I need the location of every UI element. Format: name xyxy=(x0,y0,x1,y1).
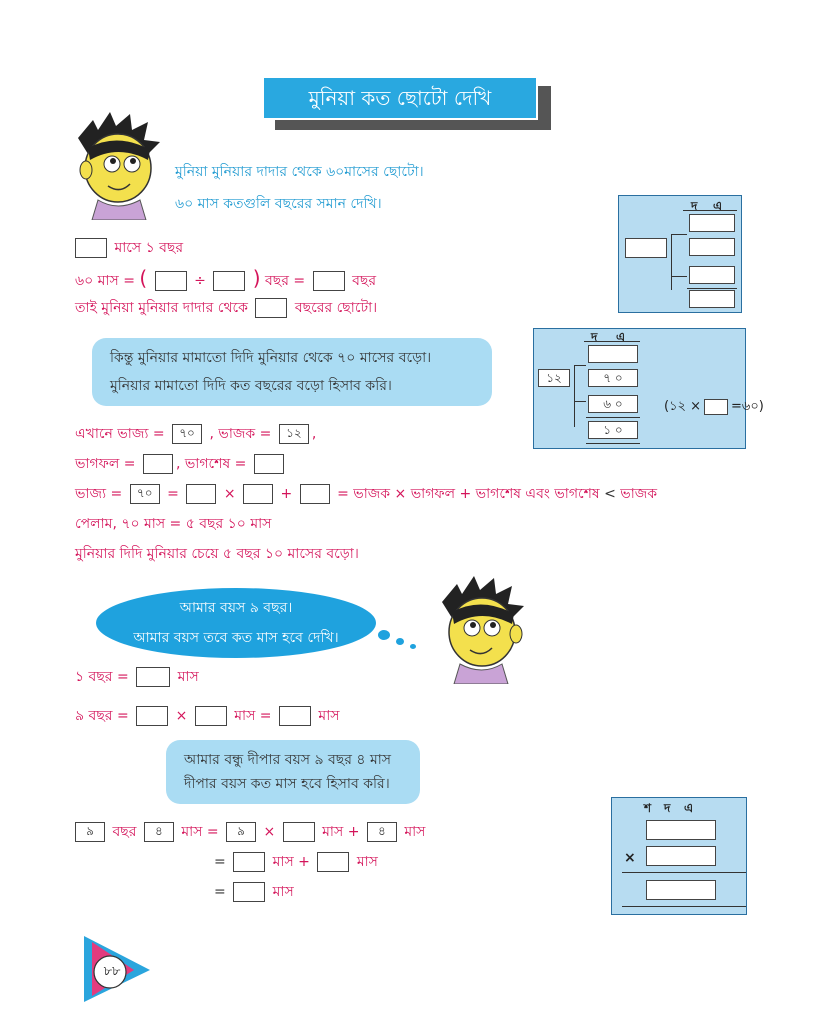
division-relation-line xyxy=(75,482,657,506)
dividend-divisor-line xyxy=(75,422,316,446)
younger-years-box[interactable] xyxy=(255,298,287,318)
panel3-top-box[interactable] xyxy=(646,820,716,840)
months-answer-box[interactable] xyxy=(75,238,107,258)
younger-suffix: বছরের ছোটো। xyxy=(294,300,378,316)
boy-illustration-top xyxy=(68,108,168,220)
dipa-step-2-equals: = xyxy=(214,854,226,870)
panel2-check-prefix: (১২ × xyxy=(664,399,701,414)
conversion-mid: বছর = xyxy=(265,273,306,289)
relation-less-than: < xyxy=(604,486,616,502)
dipa-step-3-line xyxy=(214,880,294,904)
divisor-value: ১২ xyxy=(279,424,309,444)
divisor-comma: , xyxy=(311,426,317,442)
nine-years-label: ৯ বছর = xyxy=(75,708,129,724)
panel2-remainder: ১ ০ xyxy=(588,421,638,439)
divisor-label: , ভাজক = xyxy=(209,426,272,442)
callout-dipa xyxy=(166,740,420,804)
divide-sign: ÷ xyxy=(194,273,206,289)
nine-years-times: × xyxy=(175,708,188,724)
relation-divisor-box[interactable] xyxy=(186,484,216,504)
dipa-years-value-2: ৯ xyxy=(226,822,256,842)
callout-cousin-line-2: মুনিয়ার মামাতো দিদি কত বছরের বড়ো হিসাব করি। xyxy=(110,378,392,394)
years-box[interactable] xyxy=(313,271,345,291)
divisor-box[interactable] xyxy=(213,271,245,291)
dividend-label: এখানে ভাজ্য = xyxy=(75,426,165,442)
dipa-step-2-mid: মাস + xyxy=(272,854,310,870)
callout-cousin-line-1: কিন্তু মুনিয়ার মামাতো দিদি মুনিয়ার থেকে ৭০ মাসের বড়ো। xyxy=(110,350,432,366)
dipa-step-3-box[interactable] xyxy=(233,882,265,902)
panel1-remainder-box[interactable] xyxy=(689,290,735,308)
panel2-check xyxy=(664,397,764,418)
younger-line xyxy=(75,296,377,320)
thought-bubble xyxy=(96,588,376,658)
relation-plus: + xyxy=(280,486,293,502)
panel2-product: ৬ ০ xyxy=(588,395,638,413)
conclusion-line: মুনিয়ার দিদি মুনিয়ার চেয়ে ৫ বছর ১০ মাসের বড়ো। xyxy=(75,546,359,562)
dipa-months-unit: মাস = xyxy=(181,824,219,840)
quotient-remainder-line xyxy=(75,452,287,476)
one-year-label: ১ বছর = xyxy=(75,669,129,685)
relation-end: ভাজক xyxy=(620,486,658,502)
nine-years-box-1[interactable] xyxy=(136,706,168,726)
conversion-line xyxy=(75,266,376,293)
relation-label: ভাজ্য = xyxy=(75,486,123,502)
panel2-quotient-box[interactable] xyxy=(588,345,638,363)
panel2-header-tens: দ xyxy=(591,330,598,344)
quotient-box[interactable] xyxy=(143,454,173,474)
one-year-line xyxy=(75,665,199,689)
dipa-step-3-equals: = xyxy=(214,884,226,900)
dividend-value: ৭০ xyxy=(172,424,202,444)
dipa-step-3-unit: মাস xyxy=(272,884,294,900)
boy-illustration-middle xyxy=(432,572,532,684)
dipa-step-2-unit: মাস xyxy=(356,854,378,870)
nine-years-unit: মাস xyxy=(318,708,340,724)
dipa-step-2-box-1[interactable] xyxy=(233,852,265,872)
one-year-box[interactable] xyxy=(136,667,170,687)
nine-years-box-3[interactable] xyxy=(279,706,311,726)
panel2-dividend: ৭ ০ xyxy=(588,369,638,387)
one-year-unit: মাস xyxy=(177,669,199,685)
dividend-box[interactable] xyxy=(155,271,187,291)
nine-years-box-2[interactable] xyxy=(195,706,227,726)
conversion-prefix: ৬০ মাস = xyxy=(75,273,135,289)
dipa-times: × xyxy=(263,824,276,840)
months-per-year-line xyxy=(75,236,183,260)
dipa-step-2-line xyxy=(214,850,378,874)
dipa-multiplier-box[interactable] xyxy=(283,822,315,842)
bubble-dot-2 xyxy=(396,638,404,645)
dipa-months-value: ৪ xyxy=(144,822,174,842)
panel3-header-hundreds: শ xyxy=(644,801,652,815)
multiplication-panel xyxy=(611,797,747,915)
callout-dipa-line-2: দীপার বয়স কত মাস হবে হিসাব করি। xyxy=(184,776,390,792)
nine-years-line xyxy=(75,704,340,728)
intro-line-2: ৬০ মাস কতগুলি বছরের সমান দেখি। xyxy=(175,196,382,212)
open-paren: ( xyxy=(139,266,148,290)
younger-prefix: তাই মুনিয়া মুনিয়ার দাদার থেকে xyxy=(75,300,248,316)
page-title: মুনিয়া কত ছোটো দেখি xyxy=(262,76,538,120)
panel2-header-ones: এ xyxy=(616,330,626,344)
conversion-suffix: বছর xyxy=(352,273,377,289)
relation-remainder-box[interactable] xyxy=(300,484,330,504)
relation-times: × xyxy=(223,486,236,502)
division-panel-2 xyxy=(533,328,764,449)
months-per-year-text: মাসে ১ বছর xyxy=(114,240,184,256)
panel3-header-tens: দ xyxy=(664,801,671,815)
dipa-step-2-box-2[interactable] xyxy=(317,852,349,872)
callout-cousin xyxy=(92,338,492,406)
remainder-box[interactable] xyxy=(254,454,284,474)
nine-years-mid: মাস = xyxy=(234,708,272,724)
relation-rule: = ভাজক × ভাগফল + ভাগশেষ এবং ভাগশেষ xyxy=(337,486,600,502)
relation-quotient-box[interactable] xyxy=(243,484,273,504)
bubble-line-2: আমার বয়স তবে কত মাস হবে দেখি। xyxy=(133,630,339,646)
panel2-check-box[interactable] xyxy=(704,399,728,415)
quotient-label: ভাগফল = xyxy=(75,456,136,472)
result-line: পেলাম, ৭০ মাস = ৫ বছর ১০ মাস xyxy=(75,516,272,532)
relation-equals: = xyxy=(167,486,179,502)
dipa-mid-unit: মাস + xyxy=(322,824,360,840)
panel1-quotient-box[interactable] xyxy=(689,214,735,232)
panel3-header-ones: এ xyxy=(684,801,694,815)
bubble-dot-3 xyxy=(410,644,416,649)
panel1-divisor-box[interactable] xyxy=(625,238,667,258)
panel1-product-box[interactable] xyxy=(689,266,735,284)
panel1-dividend-box[interactable] xyxy=(689,238,735,256)
page-number: ৮৮ xyxy=(103,964,121,979)
dipa-end-unit: মাস xyxy=(404,824,426,840)
dipa-age-line xyxy=(75,820,425,844)
dipa-months-value-2: ৪ xyxy=(367,822,397,842)
bubble-line-1: আমার বয়স ৯ বছর। xyxy=(179,600,293,616)
panel3-multiplier-box[interactable] xyxy=(646,846,716,866)
close-paren: ) xyxy=(252,266,261,290)
panel1-header-ones: এ xyxy=(713,199,723,213)
callout-dipa-line-1: আমার বন্ধু দীপার বয়স ৯ বছর ৪ মাস xyxy=(184,752,392,768)
panel1-header-tens: দ xyxy=(691,199,698,213)
panel2-divisor: ১২ xyxy=(538,369,570,387)
dipa-years-value: ৯ xyxy=(75,822,105,842)
dipa-years-unit: বছর xyxy=(112,824,137,840)
remainder-label: , ভাগশেষ = xyxy=(175,456,247,472)
division-panel-1 xyxy=(618,195,742,313)
panel3-times-sign: × xyxy=(624,850,636,866)
bubble-dot-1 xyxy=(378,630,390,640)
intro-line-1: মুনিয়া মুনিয়ার দাদার থেকে ৬০মাসের ছোটো। xyxy=(175,164,424,180)
panel3-product-box[interactable] xyxy=(646,880,716,900)
panel2-check-suffix: =৬০) xyxy=(731,399,764,414)
relation-dividend: ৭০ xyxy=(130,484,160,504)
